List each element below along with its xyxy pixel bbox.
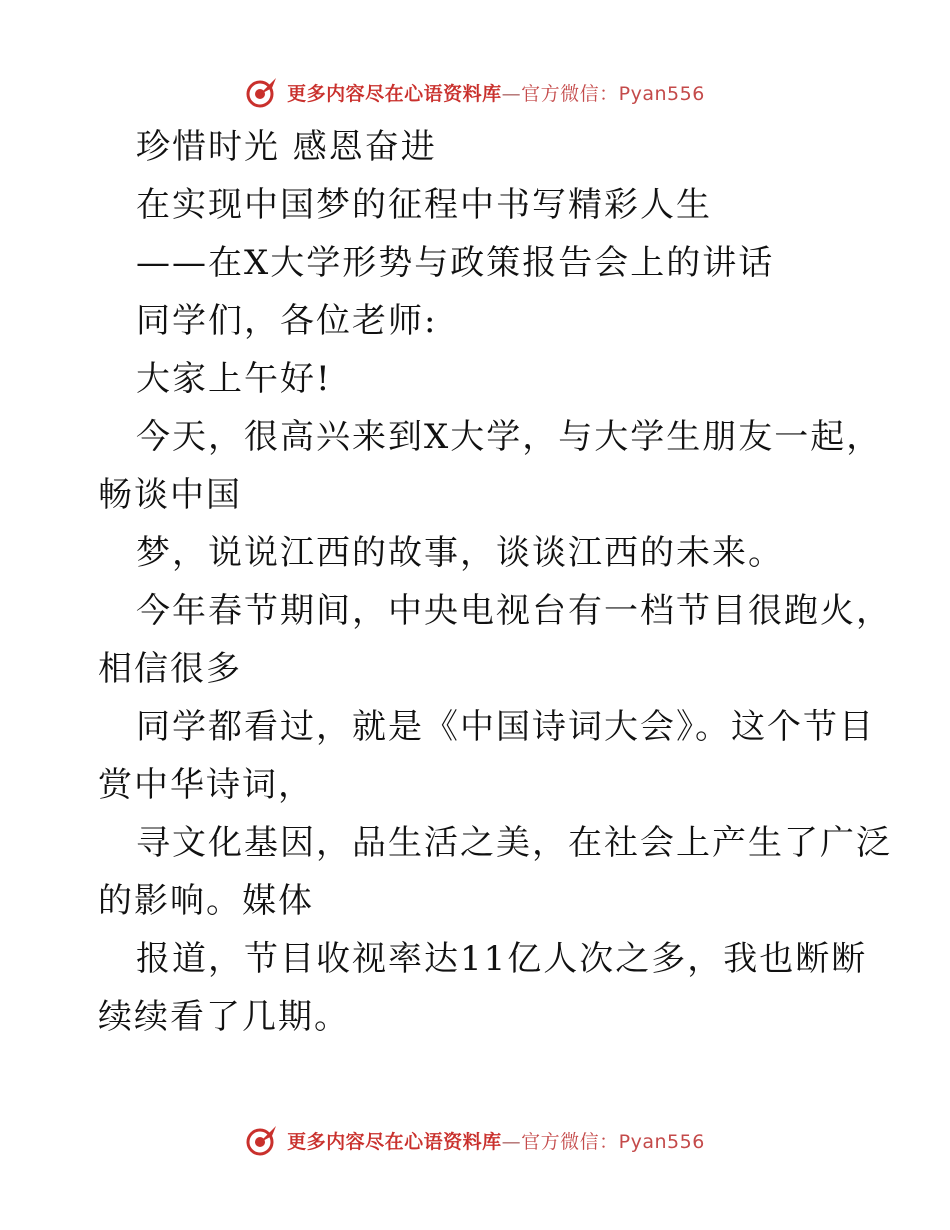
banner-text [287, 1127, 705, 1154]
doc-line: 的影响。媒体 [98, 881, 314, 921]
doc-line: 畅谈中国 [98, 475, 242, 515]
doc-line: 寻文化基因，品生活之美，在社会上产生了广泛 [136, 823, 892, 863]
footer-banner [0, 1118, 950, 1162]
banner-brand: 更多内容尽在心语资料库 [287, 1130, 502, 1153]
doc-line: 同学们，各位老师: [136, 301, 438, 341]
doc-line: 珍惜时光 感恩奋进 [136, 127, 437, 167]
doc-line: 今年春节期间，中央电视台有一档节目很跑火， [136, 591, 892, 631]
doc-line: 赏中华诗词， [98, 765, 314, 805]
doc-line: 大家上午好! [136, 359, 332, 399]
banner-dash: — [501, 1130, 522, 1153]
doc-line: 梦，说说江西的故事，谈谈江西的未来。 [136, 533, 784, 573]
doc-line: 在实现中国梦的征程中书写精彩人生 [136, 185, 712, 225]
doc-line: ——在X大学形势与政策报告会上的讲话 [136, 243, 775, 283]
doc-line: 同学都看过，就是《中国诗词大会》。这个节目 [136, 707, 875, 747]
banner-brand: 更多内容尽在心语资料库 [287, 82, 502, 105]
doc-line: 今天，很高兴来到X大学，与大学生朋友一起， [136, 417, 883, 457]
quill-logo-icon [245, 75, 279, 109]
banner-dash: — [501, 82, 522, 105]
header-banner [0, 70, 950, 114]
doc-line: 报道，节目收视率达11亿人次之多，我也断断 [136, 939, 868, 979]
document-body [98, 118, 892, 1046]
banner-wechat: 官方微信：Pyan556 [521, 1130, 705, 1153]
doc-line: 相信很多 [98, 649, 242, 689]
banner-wechat: 官方微信：Pyan556 [521, 82, 705, 105]
banner-text [287, 79, 705, 106]
doc-line: 续续看了几期。 [98, 997, 350, 1037]
quill-logo-icon [245, 1123, 279, 1157]
